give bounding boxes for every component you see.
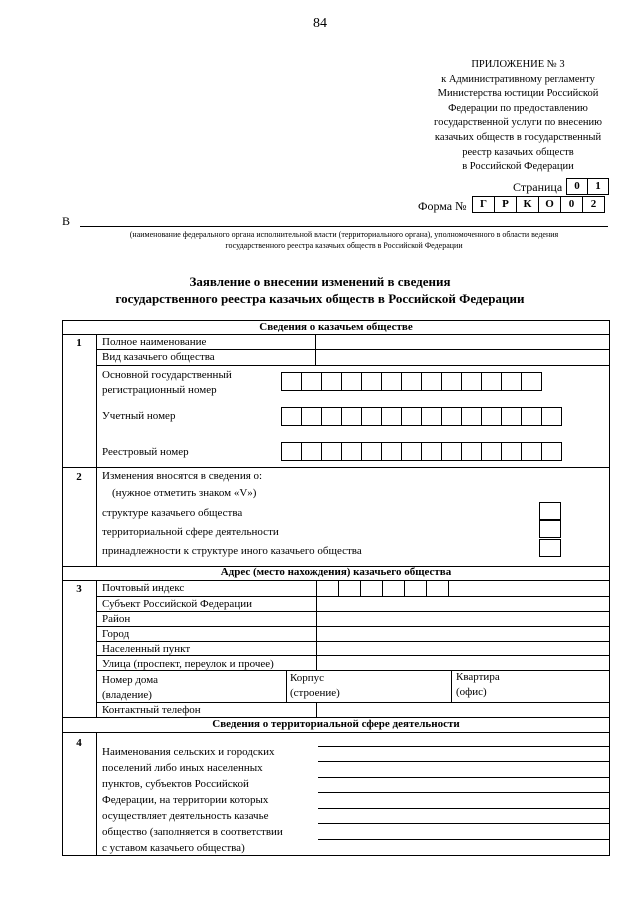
full-name-field[interactable] (316, 335, 609, 349)
settlement-label: Населенный пункт (102, 643, 191, 655)
apartment-label-2: (офис) (456, 686, 487, 698)
option-territory-checkbox[interactable] (539, 520, 561, 538)
building-label-1: Корпус (290, 672, 325, 684)
territory-lines[interactable] (318, 733, 609, 855)
option-affiliation-checkbox[interactable] (539, 539, 561, 557)
appendix-line: ПРИЛОЖЕНИЕ № 3 (471, 59, 565, 70)
form-code-letter: О (539, 197, 561, 212)
street-field[interactable] (317, 656, 609, 670)
apartment-label-1: Квартира (456, 671, 500, 683)
section4-line: общество (заполняется в соответствии (102, 826, 283, 838)
page-code-digit: 0 (567, 179, 588, 194)
city-label: Город (102, 628, 130, 640)
section4-line: Наименования сельских и городских (102, 746, 275, 758)
form-code-letter: К (517, 197, 539, 212)
registry-number-boxes[interactable] (281, 442, 562, 461)
section2-number: 2 (76, 471, 82, 483)
section4-line: Федерации, на территории которых (102, 794, 269, 806)
house-label-1: Номер дома (102, 674, 158, 686)
society-type-label: Вид казачьего общества (102, 351, 215, 363)
appendix-line: Министерства юстиции Российской (437, 88, 599, 100)
appendix-line: к Административному регламенту (441, 73, 595, 85)
appendix-line: государственной услуги по внесению (434, 117, 602, 129)
city-field[interactable] (317, 627, 609, 641)
form-code-letter: 0 (561, 197, 583, 212)
appendix-line: в Российской Федерации (462, 161, 574, 173)
section4-header: Сведения о территориальной сфере деятельности (212, 718, 460, 730)
district-label: Район (102, 613, 131, 625)
phone-field[interactable] (317, 703, 609, 717)
form-title-line-2: государственного реестра казачьих обществ в Российской Федерации (115, 291, 525, 306)
option-affiliation-label: принадлежности к структуре иного казачьего общества (102, 545, 362, 557)
section1-number: 1 (76, 337, 82, 349)
section4-description (102, 744, 283, 856)
phone-label: Контактный телефон (102, 704, 201, 716)
appendix-line: реестр казачьих обществ (462, 146, 574, 158)
section2-hint: (нужное отметить знаком «V») (112, 487, 257, 499)
district-field[interactable] (317, 612, 609, 626)
section4-number: 4 (76, 737, 82, 749)
ogrn-label-1: Основной государственный (102, 369, 232, 381)
full-name-label: Полное наименование (102, 336, 207, 348)
option-structure-label: структуре казачьего общества (102, 507, 243, 519)
page-code-label: Страница (513, 180, 563, 194)
form-code-cells (472, 196, 605, 213)
section4-line: осуществляет деятельность казачье (102, 810, 269, 822)
recipient-line[interactable] (80, 226, 608, 227)
ogrn-label-2: регистрационный номер (102, 384, 217, 396)
form-code-letter: Р (495, 197, 517, 212)
postal-index-label: Почтовый индекс (102, 582, 185, 594)
account-number-boxes[interactable] (281, 407, 562, 426)
page-number: 84 (313, 16, 327, 31)
appendix-line: Федерации по предоставлению (448, 102, 588, 114)
subject-field[interactable] (317, 597, 609, 611)
appendix-header (418, 58, 618, 175)
section2-intro: Изменения вносятся в сведения о: (102, 470, 263, 482)
postal-index-boxes[interactable] (316, 580, 449, 596)
form-title-line-1: Заявление о внесении изменений в сведения (189, 274, 451, 289)
ogrn-boxes[interactable] (281, 372, 542, 391)
registry-number-label: Реестровый номер (102, 446, 189, 458)
page-code-digit: 1 (595, 180, 601, 192)
form-code-letter: Г (473, 197, 495, 212)
settlement-field[interactable] (317, 642, 609, 655)
form-code-label: Форма № (418, 199, 467, 213)
option-territory-label: территориальной сфере деятельности (102, 526, 279, 538)
recipient-caption-1: (наименование федерального органа исполнительной власти (территориального органа), уполномоченного в области ведения (129, 230, 559, 239)
house-label-2: (владение) (102, 689, 152, 701)
street-label: Улица (проспект, переулок и прочее) (102, 658, 274, 670)
society-type-field[interactable] (316, 350, 609, 365)
subject-label: Субъект Российской Федерации (102, 598, 252, 610)
page-code-cells (566, 178, 609, 195)
section1-header: Сведения о казачьем обществе (259, 321, 413, 333)
recipient-prefix: В (62, 214, 71, 228)
section4-line: поселений либо иных населенных (102, 762, 263, 774)
appendix-line: казачьих обществ в государственный (434, 131, 602, 143)
form-code-letter: 2 (590, 198, 597, 210)
section3-number: 3 (76, 583, 82, 595)
section4-line: пунктов, субъектов Российской (102, 778, 249, 790)
section3-header: Адрес (место нахождения) казачьего общества (220, 566, 452, 578)
building-label-2: (строение) (290, 687, 340, 699)
recipient-caption-2: государственного реестра казачьих обществ в Российской Федерации (225, 241, 463, 250)
account-number-label: Учетный номер (102, 410, 176, 422)
section4-line: с уставом казачьего общества) (102, 842, 245, 854)
option-structure-checkbox[interactable] (539, 502, 561, 520)
